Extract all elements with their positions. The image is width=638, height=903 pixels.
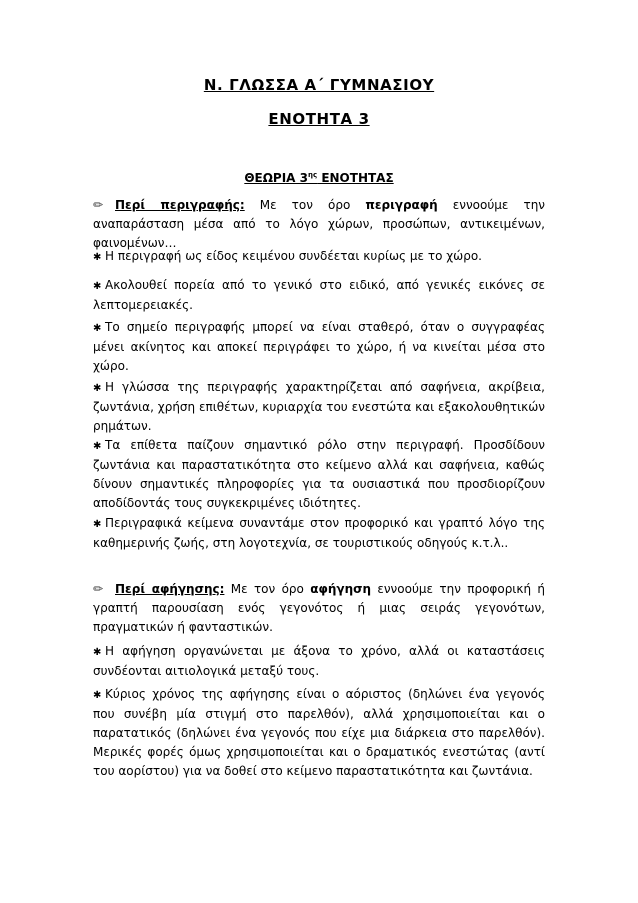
bullet-star-icon: ✱ [93, 647, 102, 658]
bullet-star-icon: ✱ [93, 690, 102, 701]
theory-heading-superscript: ης [308, 171, 318, 179]
narration-point-text: Κύριος χρόνος της αφήγησης είναι ο αόριστος (δηλώνει ένα γεγονός που συνέβη μία στιγμή στο παρελθόν), αλλά χρησιμοποιείται και ο παρατατικός (δηλώνει ένα γεγονός που είχε μια διάρκεια στο παρελθόν). Μερικές φορές όμως χρησιμοποιείται και ο δραματικός ενεστώτας (αντί του αορίστου) για να δοθεί στο κείμενο παραστατικότητα και ζωντάνια. [93, 687, 545, 778]
description-point-text: Τα επίθετα παίζουν σημαντικό ρόλο στην περιγραφή. Προσδίδουν ζωντάνια και παραστατικότητα στο κείμενο αλλά και σαφήνεια, καθώς δίνουν σημαντικές πληροφορίες για τα ουσιαστικά που προσδιορίζουν αποδίδοντάς τους συγκεκριμένες ιδιότητες. [93, 438, 545, 510]
description-intro [93, 196, 545, 253]
description-point [93, 318, 545, 376]
description-label: Περί περιγραφής: [115, 198, 245, 212]
description-intro-text: Με τον όρο [244, 198, 366, 212]
bullet-star-icon: ✱ [93, 252, 102, 263]
theory-heading [0, 171, 638, 185]
narration-intro [93, 580, 545, 637]
narration-point-text: Η αφήγηση οργανώνεται με άξονα το χρόνο, αλλά οι καταστάσεις συνδέονται αιτιολογικά μεταξύ τους. [93, 644, 545, 678]
description-point [93, 436, 545, 513]
bullet-star-icon: ✱ [93, 281, 102, 292]
description-keyword: περιγραφή [365, 198, 438, 212]
narration-point [93, 642, 545, 681]
unit-title: ΕΝΟΤΗΤΑ 3 [268, 110, 370, 128]
description-point-text: Η γλώσσα της περιγραφής χαρακτηρίζεται από σαφήνεια, ακρίβεια, ζωντάνια, χρήση επιθέτων, κυριαρχία του ενεστώτα και εξακολουθητικών ρημάτων. [93, 380, 545, 433]
description-point-text: Το σημείο περιγραφής μπορεί να είναι σταθερό, όταν ο συγγραφέας μένει ακίνητος και αποκεί περιγράφει το χώρο, ή να κινείται μέσα στο χώρο. [93, 320, 545, 373]
description-point [93, 378, 545, 436]
bullet-star-icon: ✱ [93, 323, 102, 334]
narration-keyword: αφήγηση [310, 582, 372, 596]
narration-intro-text: Με τον όρο [224, 582, 311, 596]
description-point [93, 514, 545, 553]
theory-heading-suffix: ΕΝΟΤΗΤΑΣ [317, 171, 394, 185]
description-point [93, 247, 545, 267]
narration-point [93, 685, 545, 781]
page-title: Ν. ΓΛΩΣΣΑ Α΄ ΓΥΜΝΑΣΙΟΥ [203, 76, 435, 94]
theory-heading-prefix: ΘΕΩΡΙΑ 3 [244, 171, 308, 185]
description-point-text: Η περιγραφή ως είδος κειμένου συνδέεται κυρίως με το χώρο. [105, 249, 482, 263]
description-point-text: Ακολουθεί πορεία από το γενικό στο ειδικό, από γενικές εικόνες σε λεπτομερειακές. [93, 278, 545, 312]
narration-intro-rest: εννοούμε την προφορική ή γραπτή παρουσίαση ενός γεγονότος ή μιας σειράς γεγονότων, πραγματικών ή φανταστικών. [93, 582, 546, 634]
bullet-star-icon: ✱ [93, 441, 102, 452]
pencil-icon: ✏ [93, 582, 104, 596]
bullet-star-icon: ✱ [93, 519, 102, 530]
pencil-icon: ✏ [93, 198, 104, 212]
bullet-star-icon: ✱ [93, 383, 102, 394]
description-point-text: Περιγραφικά κείμενα συναντάμε στον προφορικό και γραπτό λόγο της καθημερινής ζωής, στη λογοτεχνία, σε τουριστικούς οδηγούς κ.τ.λ.. [93, 516, 545, 550]
description-point [93, 276, 545, 315]
description-intro-rest: εννοούμε την αναπαράσταση μέσα από το λόγο χώρων, προσώπων, αντικειμένων, φαινομένων… [93, 198, 546, 250]
narration-label: Περί αφήγησης: [115, 582, 225, 596]
